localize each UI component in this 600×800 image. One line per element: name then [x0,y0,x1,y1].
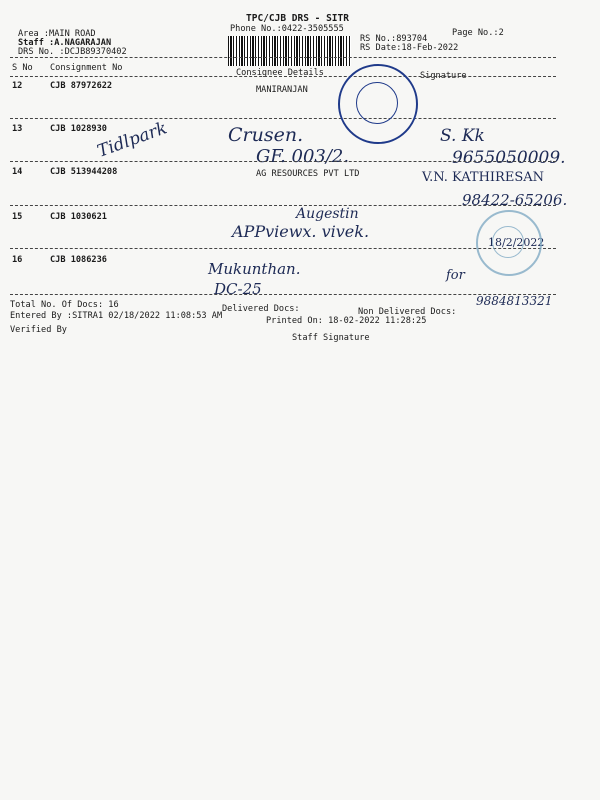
entered-by: Entered By :SITRA1 02/18/2022 11:08:53 AM [10,311,223,321]
column-consignee: Consignee Details [236,68,324,78]
divider [10,161,556,162]
staff-label: Staff :A.NAGARAJAN [18,38,112,48]
stamp-inner-ring [492,226,524,258]
handwritten-note: Tidlpark [94,118,170,162]
handwritten-phone: 9655050009. [452,148,566,168]
row-consignee: MANIRANJAN [256,85,308,95]
handwritten-phone: 98422-65206. [462,191,568,209]
divider [10,57,556,58]
row-consignment: CJB 1030621 [50,212,107,222]
handwritten-signature: V.N. KATHIRESAN [422,170,545,185]
phone-number: Phone No.:0422-3505555 [230,24,344,34]
handwritten-name: Augestin [296,206,359,222]
divider [10,248,556,249]
printed-on: Printed On: 18-02-2022 11:28:25 [266,316,427,326]
staff-signature: Staff Signature [292,333,370,343]
area-label: Area :MAIN ROAD [18,29,96,39]
rs-date: RS Date:18-Feb-2022 [360,43,459,53]
row-sno: 16 [12,255,23,265]
company-stamp [476,210,545,276]
handwritten-for: for [446,268,465,283]
handwritten-signature: S. Kk [440,126,485,146]
handwritten-date: 18/2/2022 [488,236,545,249]
row-sno: 15 [12,212,23,222]
stamp-inner-ring [356,82,398,124]
rs-number: RS No.:893704 [360,34,428,44]
row-sno: 13 [12,124,23,134]
handwritten-phone: 9884813321 [476,294,553,308]
row-consignee: AG RESOURCES PVT LTD [256,169,360,179]
column-signature: Signature [420,71,467,81]
total-docs: Total No. Of Docs: 16 [10,300,119,310]
row-sno: 14 [12,167,23,177]
column-consignment: Consignment No [50,63,123,73]
handwritten-name: Mukunthan. [208,260,301,278]
row-consignment: CJB 1028930 [50,124,107,134]
row-consignment: CJB 87972622 [50,81,113,91]
non-delivered-docs: Non Delivered Docs: [358,307,457,317]
divider [10,118,556,119]
divider [10,205,556,206]
delivered-docs: Delivered Docs: [222,304,300,314]
handwritten-name: Crusen. [228,124,304,146]
drs-number: DRS No. :DCJB89370402 [18,47,127,57]
row-consignment: CJB 513944208 [50,167,118,177]
row-sno: 12 [12,81,23,91]
row-consignment: CJB 1086236 [50,255,107,265]
page-number: Page No.:2 [452,28,504,38]
company-stamp [338,64,418,144]
barcode [228,36,351,66]
handwritten-code: GF. 003/2. [256,146,350,167]
verified-by: Verified By [10,325,67,335]
divider [10,294,556,295]
divider [10,76,556,77]
handwritten-code: DC-25 [214,280,262,298]
handwritten-company: APPviewx. vivek. [232,222,370,241]
column-sno: S No [12,63,33,73]
document-title: TPC/CJB DRS - SITR [246,13,349,24]
